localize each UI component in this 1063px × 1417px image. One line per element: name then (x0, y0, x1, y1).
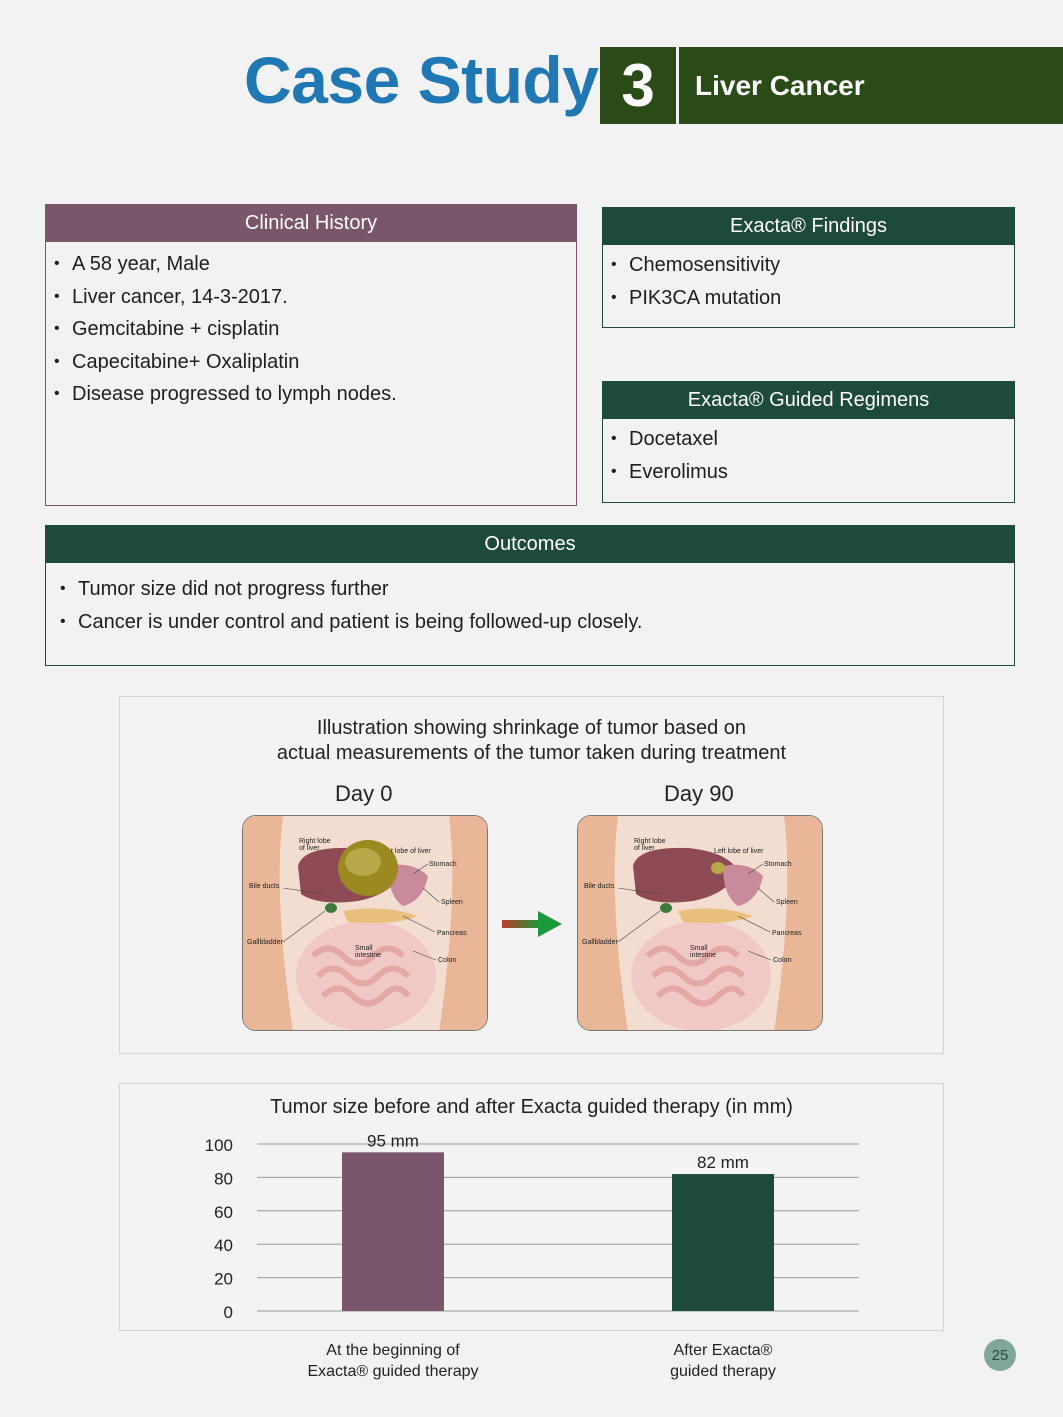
y-tick-label: 80 (214, 1169, 233, 1189)
list-item: • A 58 year, Male (54, 248, 576, 281)
list-item: • Disease progressed to lymph nodes. (54, 378, 576, 411)
label-bile-ducts: Bile ducts (584, 883, 615, 890)
list-item: • Chemosensitivity (611, 249, 1014, 282)
x-category-0 (283, 1340, 503, 1382)
chart-title: Tumor size before and after Exacta guided therapy (in mm) (270, 1096, 793, 1118)
label-spleen: Spleen (441, 899, 463, 906)
bar (342, 1152, 444, 1311)
page-number: 25 (984, 1339, 1016, 1371)
data-label: 95 mm (367, 1131, 419, 1151)
day0-label: Day 0 (335, 781, 393, 806)
label-of-liver: of liver (299, 845, 320, 852)
label-pancreas: Pancreas (772, 930, 802, 937)
label-gallbladder: Gallbladder (582, 939, 618, 946)
label-pancreas: Pancreas (437, 930, 467, 937)
label-stomach: Stomach (429, 861, 457, 868)
illustration-caption-line2: actual measurements of the tumor taken during treatment (276, 742, 787, 764)
label-stomach: Stomach (764, 861, 792, 868)
label-colon: Colon (773, 957, 792, 964)
y-tick-label: 100 (204, 1136, 233, 1155)
list-item: • Tumor size did not progress further (60, 573, 1014, 606)
list-item: • Capecitabine+ Oxaliplatin (54, 346, 576, 379)
day90-label: Day 90 (664, 781, 734, 806)
y-tick-label: 40 (214, 1236, 233, 1256)
illustration-caption-line1: Illustration showing shrinkage of tumor based on (316, 717, 747, 739)
list-item: • PIK3CA mutation (611, 282, 1014, 315)
list-item: • Docetaxel (611, 423, 1014, 456)
x-category-1 (613, 1340, 833, 1382)
label-right-lobe: Right lobe (299, 838, 331, 845)
label-small: Small (690, 945, 708, 952)
case-subtitle: Liver Cancer (679, 47, 1063, 124)
label-left-lobe: Left lobe of liver (714, 848, 764, 855)
findings-heading: Exacta® Findings (603, 208, 1014, 245)
case-number: 3 (600, 47, 676, 124)
x-category-0-line1: At the beginning of (326, 1342, 460, 1359)
list-item: • Liver cancer, 14-3-2017. (54, 281, 576, 314)
label-intestine: intestine (355, 952, 382, 959)
label-colon: Colon (438, 957, 457, 964)
label-right-lobe: Right lobe (634, 838, 666, 845)
page-title: Case Study (244, 43, 599, 117)
list-item: • Everolimus (611, 456, 1014, 489)
label-gallbladder: Gallbladder (247, 939, 283, 946)
label-left-lobe: t lobe of liver (391, 848, 431, 855)
label-of-liver: of liver (634, 845, 655, 852)
y-tick-label: 0 (223, 1303, 233, 1322)
outcomes-heading: Outcomes (46, 526, 1014, 563)
y-tick-label: 60 (214, 1202, 233, 1222)
label-spleen: Spleen (776, 899, 798, 906)
label-intestine: intestine (690, 952, 717, 959)
data-label: 82 mm (697, 1153, 749, 1173)
x-category-1-line1: After Exacta® (673, 1342, 773, 1359)
x-category-1-line2: guided therapy (670, 1363, 776, 1380)
y-tick-label: 20 (214, 1269, 233, 1289)
list-item: • Cancer is under control and patient is being followed-up closely. (60, 606, 1014, 639)
regimens-heading: Exacta® Guided Regimens (603, 382, 1014, 419)
list-item: • Gemcitabine + cisplatin (54, 313, 576, 346)
label-bile-ducts: Bile ducts (249, 883, 280, 890)
clinical-history-heading: Clinical History (46, 205, 576, 242)
bar (672, 1174, 774, 1311)
label-small: Small (355, 945, 373, 952)
x-category-0-line2: Exacta® guided therapy (307, 1363, 479, 1380)
